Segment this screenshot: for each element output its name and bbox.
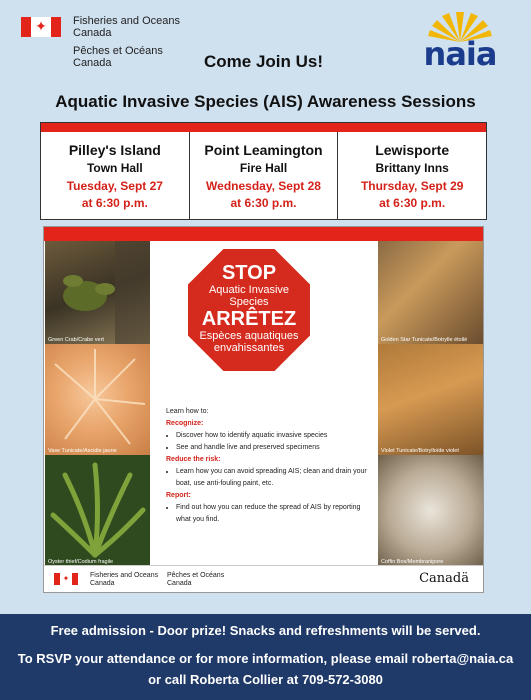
canada-wordmark: Canadä (419, 571, 469, 586)
naia-logo (410, 6, 510, 72)
poster-red-bar (44, 227, 483, 241)
session-time: at 6:30 p.m. (81, 196, 148, 210)
stop-en-sub2: Species (229, 296, 269, 308)
poster-dfo-fr (167, 572, 224, 588)
learn-how-label: Learn how to: (166, 408, 209, 415)
poster-footer (44, 565, 483, 592)
report-list (166, 502, 372, 526)
photo-caption: Golden Star Tunicate/Botrylle étoilé (381, 337, 468, 343)
admission-text: Free admission - Door prize! Snacks and refreshments will be served. (50, 623, 481, 638)
phone-text: or call Roberta Collier at 709-572-3080 (148, 672, 383, 687)
stop-fr-sub1: Espèces aquatiques (199, 330, 299, 342)
session-date: Tuesday, Sept 27 (66, 179, 163, 193)
session-venue: Town Hall (86, 161, 143, 175)
vase-tunicate-photo (45, 344, 150, 455)
session-venue: Brittany Inns (375, 161, 449, 175)
photo-caption: Green Crab/Crabe vert (48, 337, 104, 343)
list-item: • Learn how you can avoid spreading AIS; clean and drain your boat, use anti-fouling paint, etc. (176, 466, 372, 490)
dfo-fr-line2: Canada (73, 57, 112, 69)
session-place: Point Leamington (204, 142, 323, 158)
violet-tunicate-photo (378, 344, 483, 455)
canada-flag-icon: ✦ (21, 17, 61, 37)
photo-caption: Vase Tunicate/Ascidie jaune (48, 448, 117, 454)
dfo-fr-line1: Pêches et Océans (73, 45, 163, 57)
list-item: • See and handle live and preserved specimens (176, 442, 372, 454)
report-heading: Report: (166, 492, 191, 499)
golden-star-tunicate-photo (378, 241, 483, 344)
coffin-box-photo (378, 455, 483, 566)
naia-wordmark: naia (423, 35, 497, 73)
reduce-list (166, 466, 372, 490)
stop-fr: ARRÊTEZ (201, 308, 297, 330)
dfo-signature (73, 15, 180, 69)
session-date: Wednesday, Sept 28 (206, 179, 321, 193)
photo-caption: Coffin Box/Membranipore (381, 559, 444, 565)
photo-caption: Oyster thief/Codium fragile (48, 559, 114, 565)
bottom-banner (0, 614, 531, 700)
session-column (338, 132, 486, 220)
dfo-en-line2: Canada (73, 27, 112, 39)
stop-fr-sub2: envahissantes (213, 342, 285, 354)
sessions-table (40, 122, 487, 220)
green-crab-photo (45, 241, 150, 344)
sessions-red-bar (41, 123, 486, 132)
session-venue: Fire Hall (239, 161, 288, 175)
poster-dfo-fr-line1: Pêches et Océans (167, 572, 225, 579)
reduce-heading: Reduce the risk: (166, 456, 221, 463)
tunicate-icon (45, 344, 150, 455)
oyster-thief-photo (45, 455, 150, 566)
seaweed-icon (45, 455, 150, 566)
crab-icon (45, 241, 150, 344)
dfo-en-line1: Fisheries and Oceans (73, 15, 180, 27)
session-time: at 6:30 p.m. (230, 196, 297, 210)
list-item: • Find out how you can reduce the spread of AIS by reporting what you find. (176, 502, 372, 526)
photo-caption: Violet Tunicate/Botrylloïde violet (381, 448, 459, 454)
session-date: Thursday, Sept 29 (360, 179, 464, 193)
stop-sign-text (185, 262, 313, 354)
rsvp-text: To RSVP your attendance or for more information, please email roberta@naia.ca (17, 651, 514, 666)
page-title: Aquatic Invasive Species (AIS) Awareness Sessions (55, 92, 476, 111)
session-column (190, 132, 339, 220)
poster-dfo-fr-line2: Canada (167, 580, 192, 587)
come-join-heading: Come Join Us! (204, 52, 324, 71)
recognize-heading: Recognize: (166, 420, 204, 427)
dfo-fr (73, 45, 180, 69)
session-column (41, 132, 190, 220)
stop-en-sub1: Aquatic Invasive (208, 284, 290, 296)
session-time: at 6:30 p.m. (379, 196, 446, 210)
poster-dfo-en-line1: Fisheries and Oceans (90, 572, 159, 579)
canada-flag-icon: ✦ (54, 573, 78, 585)
list-item: • Discover how to identify aquatic invasive species (176, 430, 372, 442)
learn-how-section (166, 406, 372, 526)
stop-en: STOP (221, 262, 277, 284)
session-place: Pilley's Island (68, 142, 161, 158)
poster-dfo-en (90, 572, 158, 588)
poster-dfo-en-line2: Canada (90, 580, 115, 587)
session-place: Lewisporte (375, 142, 450, 158)
recognize-list (166, 430, 372, 454)
